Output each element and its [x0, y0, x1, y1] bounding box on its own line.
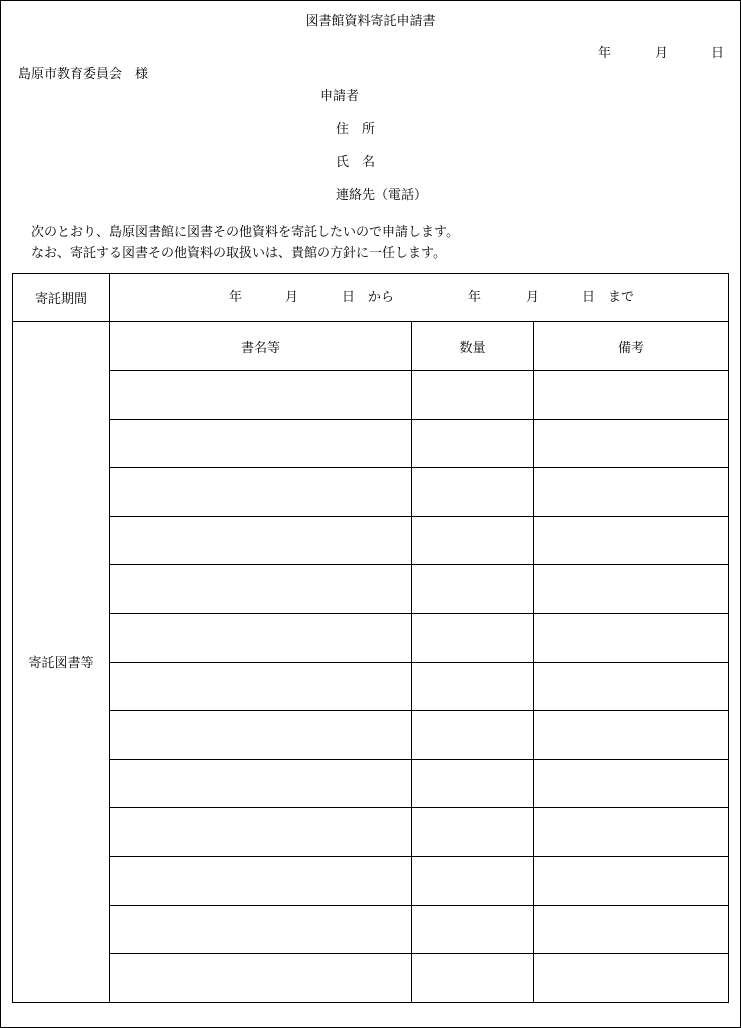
item-title-cell[interactable] [110, 905, 412, 954]
item-quantity-cell[interactable] [412, 565, 534, 614]
item-remarks-cell[interactable] [534, 711, 729, 760]
item-quantity-cell[interactable] [412, 468, 534, 517]
table-row [13, 905, 729, 954]
item-remarks-cell[interactable] [534, 613, 729, 662]
table-row [13, 711, 729, 760]
item-title-cell[interactable] [110, 954, 412, 1003]
items-header-row [13, 322, 729, 371]
table-row [13, 468, 729, 517]
item-remarks-cell[interactable] [534, 662, 729, 711]
addressee: 島原市教育委員会 様 [18, 67, 149, 82]
item-remarks-cell[interactable] [534, 419, 729, 468]
date-year-label: 年 [598, 46, 612, 61]
item-title-cell[interactable] [110, 856, 412, 905]
table-row [13, 856, 729, 905]
item-remarks-cell[interactable] [534, 565, 729, 614]
item-quantity-cell[interactable] [412, 662, 534, 711]
table-row [13, 419, 729, 468]
table-row [13, 662, 729, 711]
applicant-address-label: 住 所 [336, 122, 376, 137]
items-label: 寄託図書等 [13, 322, 110, 1003]
item-title-cell[interactable] [110, 662, 412, 711]
table-row [13, 759, 729, 808]
item-title-cell[interactable] [110, 808, 412, 857]
table-row [13, 954, 729, 1003]
period-year-to: 年 [468, 290, 482, 305]
date-day-label: 日 [711, 46, 725, 61]
deposit-form-table [12, 273, 729, 1003]
item-remarks-cell[interactable] [534, 808, 729, 857]
item-quantity-cell[interactable] [412, 371, 534, 420]
table-row [13, 516, 729, 565]
period-day-from: 日 [342, 290, 356, 305]
item-title-cell[interactable] [110, 419, 412, 468]
item-title-cell[interactable] [110, 759, 412, 808]
applicant-heading: 申請者 [320, 89, 360, 104]
item-quantity-cell[interactable] [412, 808, 534, 857]
period-year-from: 年 [229, 290, 243, 305]
applicant-name-label: 氏 名 [336, 155, 376, 170]
item-title-cell[interactable] [110, 468, 412, 517]
item-quantity-cell[interactable] [412, 856, 534, 905]
body-text-line-1: 次のとおり、島原図書館に図書その他資料を寄託したいので申請します。 [31, 225, 459, 240]
item-title-cell[interactable] [110, 711, 412, 760]
period-month-to: 月 [526, 290, 540, 305]
table-row [13, 808, 729, 857]
table-row [13, 565, 729, 614]
item-remarks-cell[interactable] [534, 905, 729, 954]
table-row [13, 371, 729, 420]
column-header-quantity: 数量 [412, 322, 534, 371]
item-remarks-cell[interactable] [534, 468, 729, 517]
item-remarks-cell[interactable] [534, 954, 729, 1003]
item-remarks-cell[interactable] [534, 371, 729, 420]
item-remarks-cell[interactable] [534, 759, 729, 808]
item-quantity-cell[interactable] [412, 905, 534, 954]
date-line [598, 47, 724, 60]
table-row [13, 613, 729, 662]
period-field[interactable] [110, 274, 729, 322]
period-label: 寄託期間 [13, 274, 110, 322]
item-remarks-cell[interactable] [534, 516, 729, 565]
period-to-label: まで [608, 290, 635, 305]
item-title-cell[interactable] [110, 371, 412, 420]
item-quantity-cell[interactable] [412, 711, 534, 760]
item-quantity-cell[interactable] [412, 613, 534, 662]
item-quantity-cell[interactable] [412, 954, 534, 1003]
document-title: 図書館資料寄託申請書 [305, 14, 436, 29]
item-quantity-cell[interactable] [412, 419, 534, 468]
item-quantity-cell[interactable] [412, 516, 534, 565]
period-from-label: から [368, 290, 395, 305]
period-row [13, 274, 729, 322]
item-title-cell[interactable] [110, 613, 412, 662]
item-remarks-cell[interactable] [534, 856, 729, 905]
body-text-line-2: なお、寄託する図書その他資料の取扱いは、貴館の方針に一任します。 [31, 246, 446, 261]
period-month-from: 月 [285, 290, 299, 305]
item-quantity-cell[interactable] [412, 759, 534, 808]
item-title-cell[interactable] [110, 565, 412, 614]
item-title-cell[interactable] [110, 516, 412, 565]
date-month-label: 月 [655, 46, 669, 61]
applicant-contact-label: 連絡先（電話） [336, 188, 428, 203]
period-day-to: 日 [582, 290, 596, 305]
column-header-remarks: 備考 [534, 322, 729, 371]
column-header-title: 書名等 [110, 322, 412, 371]
